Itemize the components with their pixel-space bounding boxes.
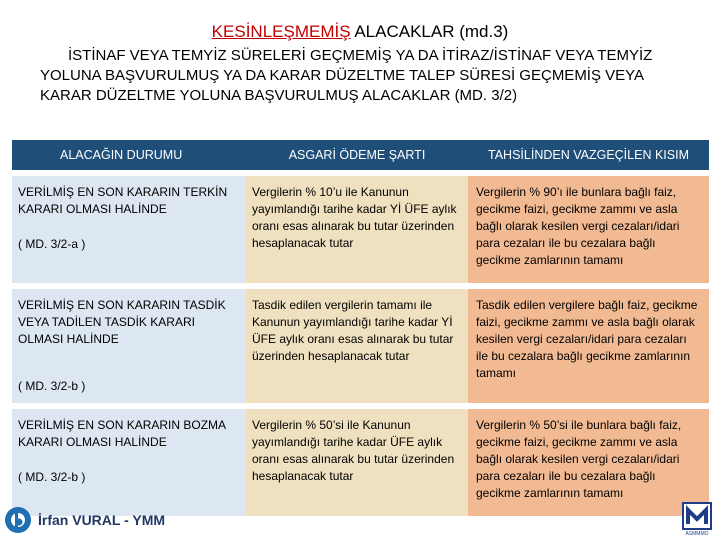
asgari-cell: Tasdik edilen vergilerin tamamı ile Kanunun yayımlandığı tarihe kadar Yİ ÜFE aylık oranı esas alınarak bu tutar üzerinden hesaplanacak tutar bbox=[246, 289, 468, 403]
asgari-cell: Vergilerin % 10’u ile Kanunun yayımlandığı tarihe kadar Yİ ÜFE aylık oranı esas alınarak bu tutar üzerinden hesaplanacak tutar bbox=[246, 176, 468, 283]
table-row bbox=[12, 289, 709, 403]
status-text: VERİLMİŞ EN SON KARARIN TERKİN KARARI OLMASI HALİNDE bbox=[18, 185, 228, 216]
right-logo-caption: ASMMMO bbox=[685, 531, 709, 536]
tahsil-cell: Vergilerin % 90’ı ile bunlara bağlı faiz, gecikme faizi, gecikme zammı ve asla bağlı olarak kesilen vergi cezaları/idari para cezaları ile bu cezalara bağlı gecikme zamlarının tamamı bbox=[468, 176, 709, 283]
tahsil-cell: Vergilerin % 50’si ile bunlara bağlı faiz, gecikme faizi, gecikme zammı ve asla bağlı olarak kesilen vergi cezaları/idari para cezaları ile bu cezalara bağlı gecikme zamlarının tamamı bbox=[468, 409, 709, 516]
header-asgari: ASGARİ ÖDEME ŞARTI bbox=[246, 140, 468, 170]
status-ref: ( MD. 3/2-b ) bbox=[18, 470, 86, 484]
status-cell bbox=[12, 176, 246, 283]
m-box-logo-icon bbox=[682, 502, 712, 536]
page-title-rest: ALACAKLAR (md.3) bbox=[350, 22, 509, 41]
status-ref: ( MD. 3/2-b ) bbox=[18, 379, 86, 393]
status-cell bbox=[12, 289, 246, 403]
status-text: VERİLMİŞ EN SON KARARIN BOZMA KARARI OLMASI HALİNDE bbox=[18, 418, 226, 449]
header-durum: ALACAĞIN DURUMU bbox=[12, 140, 246, 170]
footer bbox=[0, 496, 720, 540]
intro-paragraph: İSTİNAF VEYA TEMYİZ SÜRELERİ GEÇMEMİŞ YA DA İTİRAZ/İSTİNAF VEYA TEMYİZ YOLUNA BAŞVURULMUŞ YA DA KARAR DÜZELTME TALEP SÜRESİ GEÇMEMİŞ VEYA KARAR DÜZELTME YOLUNA BAŞVURULMUŞ ALACAKLAR (MD. 3/2) bbox=[40, 47, 653, 104]
page-title bbox=[0, 22, 720, 42]
tahsil-cell: Tasdik edilen vergilere bağlı faiz, gecikme faizi, gecikme zammı ve asla bağlı olarak kesilen vergi cezaları/idari para cezaları ile bu cezalara bağlı gecikme zamlarının tamamı bbox=[468, 289, 709, 403]
brand-name: İrfan VURAL - YMM bbox=[38, 512, 166, 528]
table-header-row bbox=[12, 140, 709, 170]
asgari-cell: Vergilerin % 50’si ile Kanunun yayımlandığı tarihe kadar ÜFE aylık oranı esas alınarak bu tutar üzerinden hesaplanacak tutar bbox=[246, 409, 468, 516]
table-row bbox=[12, 176, 709, 283]
receivables-table bbox=[12, 140, 709, 516]
status-text: VERİLMİŞ EN SON KARARIN TASDİK VEYA TADİLEN TASDİK KARARI OLMASI HALİNDE bbox=[18, 298, 226, 346]
header-tahsil: TAHSİLİNDEN VAZGEÇİLEN KISIM bbox=[468, 140, 709, 170]
status-ref: ( MD. 3/2-a ) bbox=[18, 237, 86, 251]
circle-b-logo-icon bbox=[4, 506, 32, 534]
page-title-underlined: KESİNLEŞMEMİŞ bbox=[211, 22, 351, 41]
